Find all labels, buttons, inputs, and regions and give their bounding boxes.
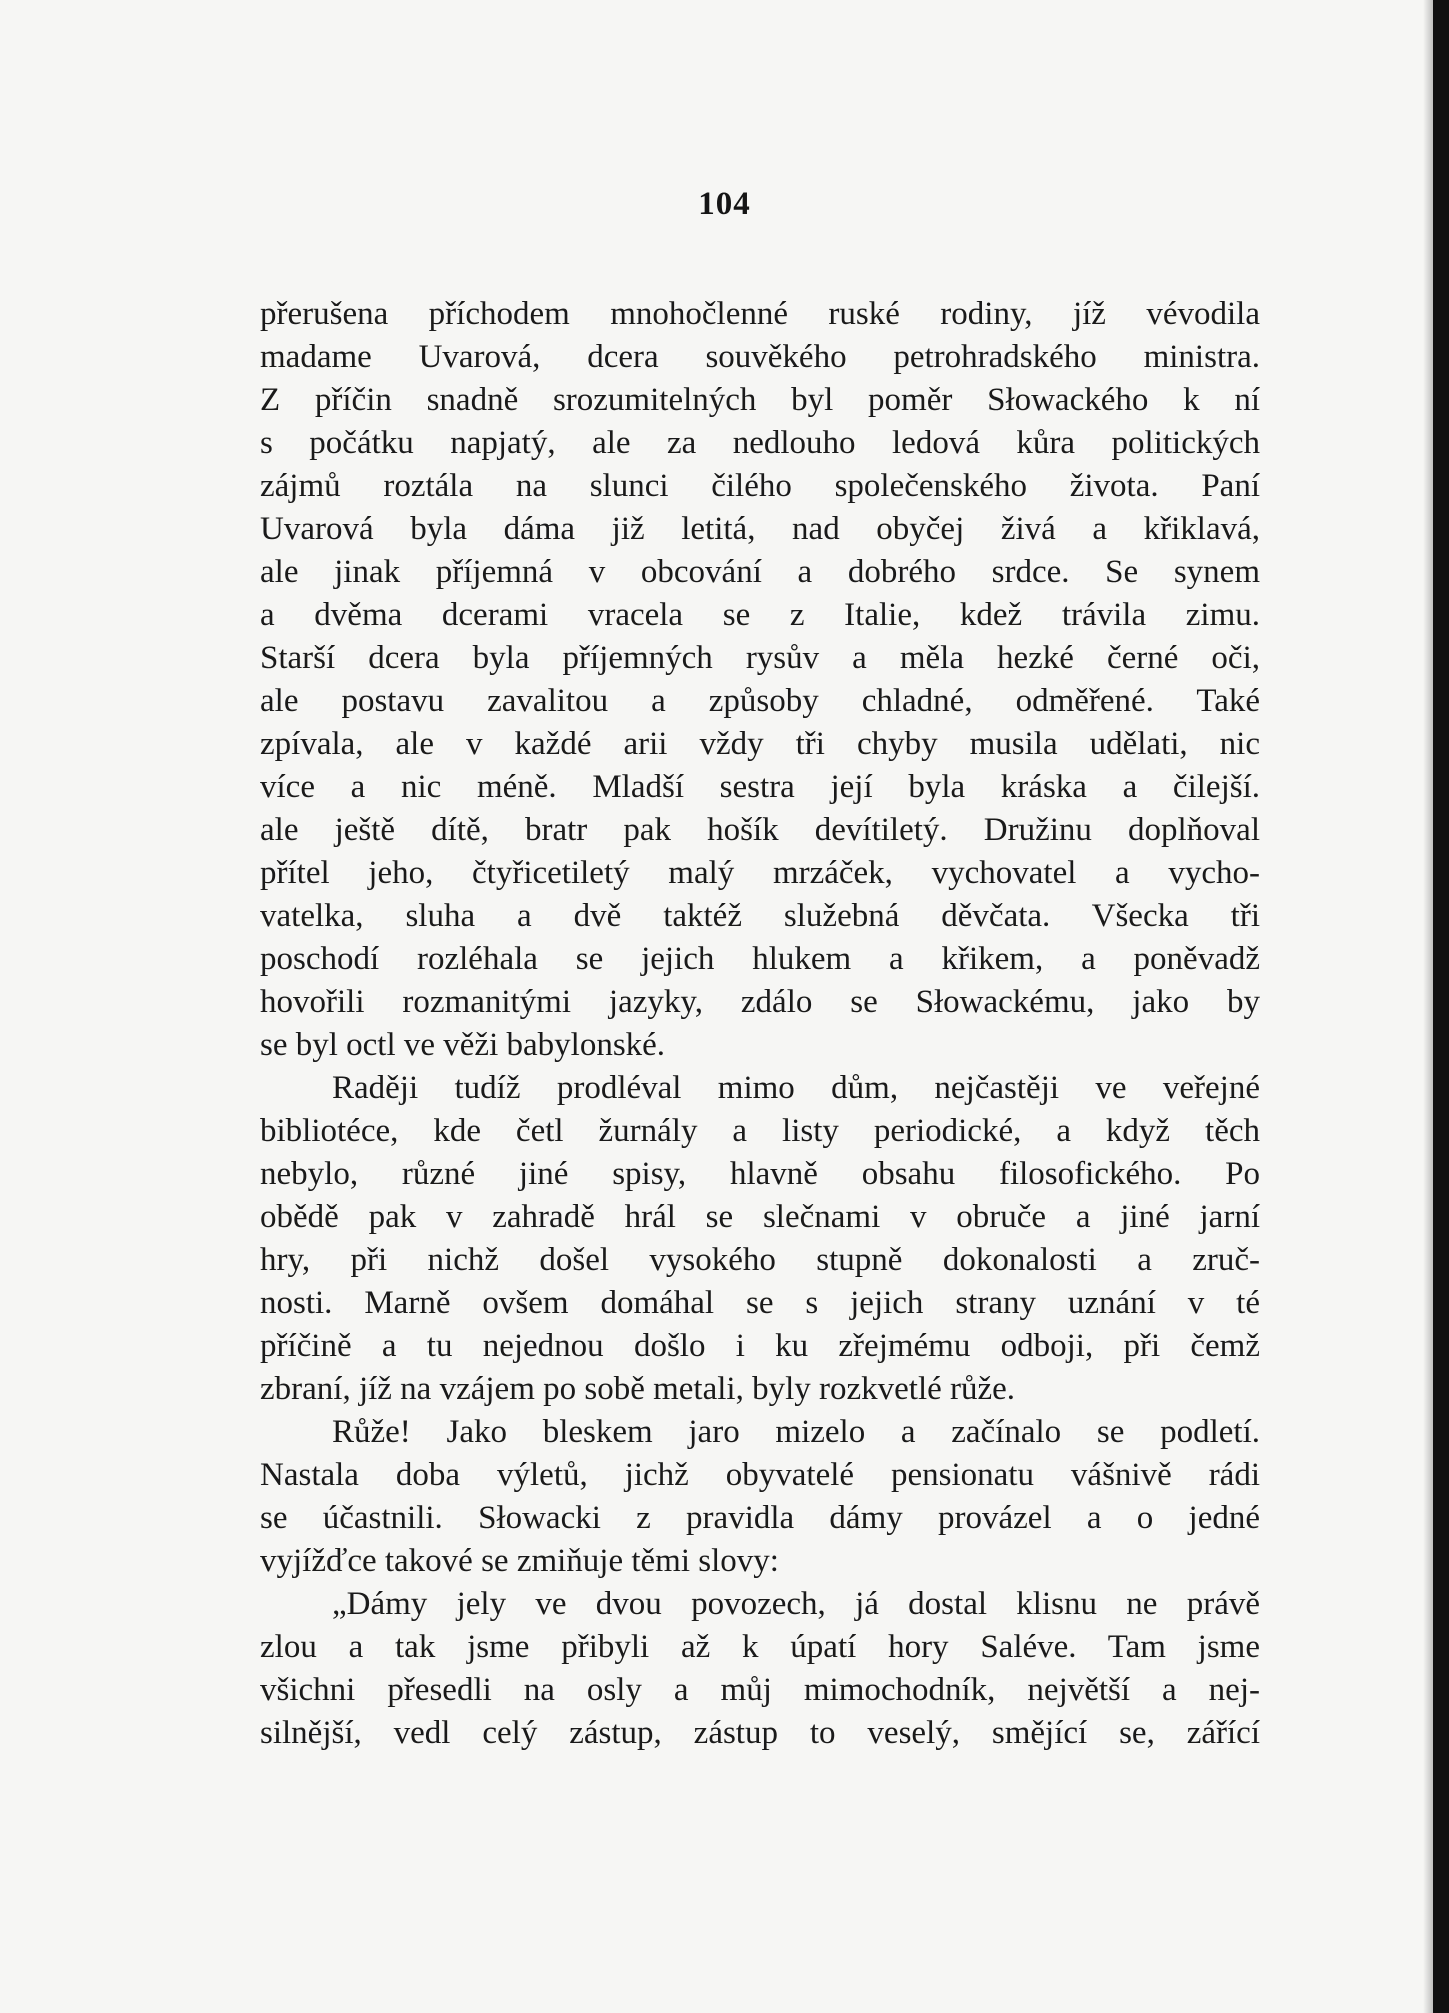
text-line: poschodí rozléhala se jejich hlukem a křikem, a poněvadž	[260, 941, 1260, 977]
text-line: zbraní, jíž na vzájem po sobě metali, byly rozkvetlé růže.	[260, 1371, 1016, 1407]
text-line: ale postavu zavalitou a způsoby chladné, odměřené. Také	[260, 683, 1260, 719]
text-line: více a nic méně. Mladší sestra její byla kráska a čilejší.	[260, 769, 1260, 805]
text-line: vyjížďce takové se zmiňuje těmi slovy:	[260, 1543, 779, 1579]
text-line: hry, při nichž došel vysokého stupně dokonalosti a zruč-	[260, 1242, 1260, 1278]
text-line: Růže! Jako bleskem jaro mizelo a začínalo se podletí.	[332, 1414, 1260, 1450]
text-line: s počátku napjatý, ale za nedlouho ledová kůra politických	[260, 425, 1260, 461]
text-line: Starší dcera byla příjemných rysův a měla hezké černé oči,	[260, 640, 1260, 676]
page-number: 104	[698, 186, 751, 222]
text-line: Raději tudíž prodléval mimo dům, nejčastěji ve veřejné	[332, 1070, 1260, 1106]
text-line: nebylo, různé jiné spisy, hlavně obsahu filosofického. Po	[260, 1156, 1260, 1192]
text-line: nosti. Marně ovšem domáhal se s jejich strany uznání v té	[260, 1285, 1260, 1321]
text-line: zlou a tak jsme přibyli až k úpatí hory Saléve. Tam jsme	[260, 1629, 1260, 1665]
text-line: všichni přesedli na osly a můj mimochodník, největší a nej-	[260, 1672, 1260, 1708]
text-line: zpívala, ale v každé arii vždy tři chyby musila udělati, nic	[260, 726, 1260, 762]
scan-border	[1433, 0, 1449, 2013]
text-line: příčině a tu nejednou došlo i ku zřejmému odboji, při čemž	[260, 1328, 1260, 1364]
text-line: přerušena příchodem mnohočlenné ruské rodiny, jíž vévodila	[260, 296, 1260, 332]
text-line: vatelka, sluha a dvě taktéž služebná děvčata. Všecka tři	[260, 898, 1260, 934]
text-line: zájmů roztála na slunci čilého společenského života. Paní	[260, 468, 1260, 504]
text-line: Uvarová byla dáma již letitá, nad obyčej živá a křiklavá,	[260, 511, 1260, 547]
text-line: se byl octl ve věži babylonské.	[260, 1027, 666, 1063]
page-edge-shadow	[1423, 0, 1433, 2013]
text-line: ale ještě dítě, bratr pak hošík devítiletý. Družinu doplňoval	[260, 812, 1260, 848]
text-line: Nastala doba výletů, jichž obyvatelé pensionatu vášnivě rádi	[260, 1457, 1260, 1493]
text-line: a dvěma dcerami vracela se z Italie, kdež trávila zimu.	[260, 597, 1260, 633]
text-line: bibliotéce, kde četl žurnály a listy periodické, a když těch	[260, 1113, 1260, 1149]
text-line: „Dámy jely ve dvou povozech, já dostal klisnu ne právě	[332, 1586, 1260, 1622]
text-line: přítel jeho, čtyřicetiletý malý mrzáček, vychovatel a vycho-	[260, 855, 1260, 891]
text-line: obědě pak v zahradě hrál se slečnami v obruče a jiné jarní	[260, 1199, 1260, 1235]
body-text	[260, 293, 1260, 1755]
text-line: ale jinak příjemná v obcování a dobrého srdce. Se synem	[260, 554, 1260, 590]
text-line: se účastnili. Słowacki z pravidla dámy provázel a o jedné	[260, 1500, 1260, 1536]
text-line: silnější, vedl celý zástup, zástup to veselý, smějící se, zářící	[260, 1715, 1260, 1751]
text-line: hovořili rozmanitými jazyky, zdálo se Słowackému, jako by	[260, 984, 1260, 1020]
text-line: Z příčin snadně srozumitelných byl poměr Słowackého k ní	[260, 382, 1260, 418]
text-line: madame Uvarová, dcera souvěkého petrohradského ministra.	[260, 339, 1260, 375]
